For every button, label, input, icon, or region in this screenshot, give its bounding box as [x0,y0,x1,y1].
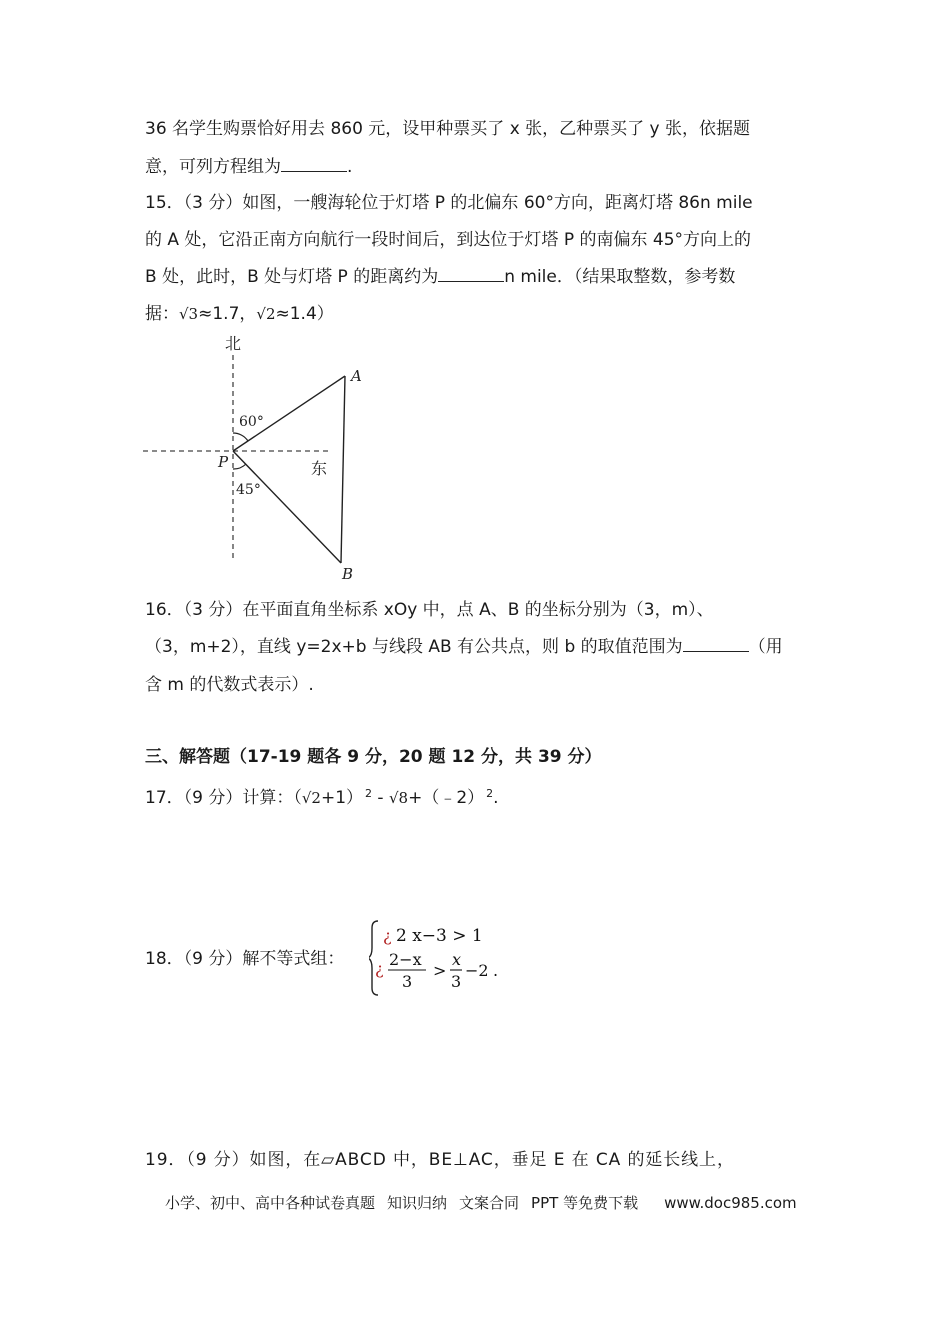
footer-part1: 小学、初中、高中各种试卷真题 [165,1194,376,1212]
fraction2-denominator: 3 [451,972,462,991]
point-b-label: B [342,565,354,583]
q15-line3 [145,267,735,287]
footer-site-link[interactable]: www.doc985.com [664,1194,797,1212]
page-footer [165,1192,797,1213]
q15-line4 [145,304,334,324]
row2-gt: > [433,961,447,980]
segment-ab [341,376,345,563]
q16-line1: 16．（3 分）在平面直角坐标系 xOy 中，点 A、B 的坐标分别为（3，m）、 [145,600,714,620]
p14-line2-text: 意，可列方程组为 [145,157,281,177]
row2-tail: −2 [465,961,489,980]
fraction1-denominator: 3 [402,972,413,991]
system-brace [369,921,378,995]
angle-label-45: 45° [236,482,261,498]
q15-line4-a: 据： [145,304,179,324]
sqrt3-radical: √3 [179,305,199,323]
q17-prefix: 17．（9 分）计算：（ [145,788,302,808]
q17-mid2: - [372,788,389,808]
q17-mid1: +1） [320,788,364,808]
fraction1-numerator: 2−x [389,950,422,969]
angle-arc-60 [233,433,248,441]
exponent: 2 [486,787,494,800]
answer-blank [281,157,347,172]
q17-mid3: +（﹣2） [408,788,485,808]
exponent: 2 [365,787,373,800]
answer-blank [438,267,504,282]
north-label: 北 [225,334,242,353]
footer-part4: PPT 等免费下载 [531,1194,639,1212]
row2-marker: ¿ [375,959,384,978]
q16-line2-b: （用 [748,637,783,657]
q18-prefix: 18．（9 分）解不等式组： [145,949,345,969]
row1-marker: ¿ [383,926,392,945]
q15-line4-c: ≈1.4） [275,304,334,324]
footer-part2: 知识归纳 [387,1194,448,1212]
point-a-label: A [351,367,362,385]
q15-line2: 的 A 处，它沿正南方向航行一段时间后，到达位于灯塔 P 的南偏东 45°方向上的 [145,230,752,250]
q19-line1 [145,1150,807,1170]
fraction2-numerator: x [452,950,462,969]
east-label: 东 [311,459,328,478]
point-p-label: P [218,453,229,471]
answer-blank [683,637,749,652]
q17-line [145,784,499,808]
row1-inequality: 2 x−3 > 1 [396,926,483,946]
q19-text: 19．（9 分）如图，在▱ABCD 中，BE⊥AC，垂足 E 在 CA 的延长线上， [145,1150,735,1170]
q16-line2-a: （3，m+2），直线 y=2x+b 与线段 AB 有公共点，则 b 的取值范围为 [145,637,683,657]
q15-line3-a: B 处，此时，B 处与灯塔 P 的距离约为 [145,267,439,287]
q15-line3-b: n mile．（结果取整数，参考数 [504,267,736,287]
angle-label-60: 60° [239,414,264,430]
system-end: . [493,961,499,980]
p14-line1: 36 名学生购票恰好用去 860 元，设甲种票买了 x 张，乙种票买了 y 张，依据题 [145,119,751,139]
sqrt2-radical: √2 [256,305,276,323]
sqrt8-radical: √8 [388,789,409,807]
inequality-system [369,918,509,1000]
section-heading: 三、解答题（17-19 题各 9 分，20 题 12 分，共 39 分） [145,747,602,767]
q16-line2 [145,637,783,657]
p14-line2 [145,157,352,177]
p14-line2-end: . [347,157,353,177]
q16-line3: 含 m 的代数式表示）. [145,675,314,695]
lighthouse-figure [140,330,380,585]
footer-part3: 文案合同 [459,1194,520,1212]
q15-line1: 15．（3 分）如图，一艘海轮位于灯塔 P 的北偏东 60°方向，距离灯塔 86n mile [145,193,753,213]
q17-end: . [493,788,499,808]
sqrt2-radical: √2 [301,789,321,807]
angle-arc-45 [233,464,246,469]
q15-line4-b: ≈1.7， [198,304,257,324]
